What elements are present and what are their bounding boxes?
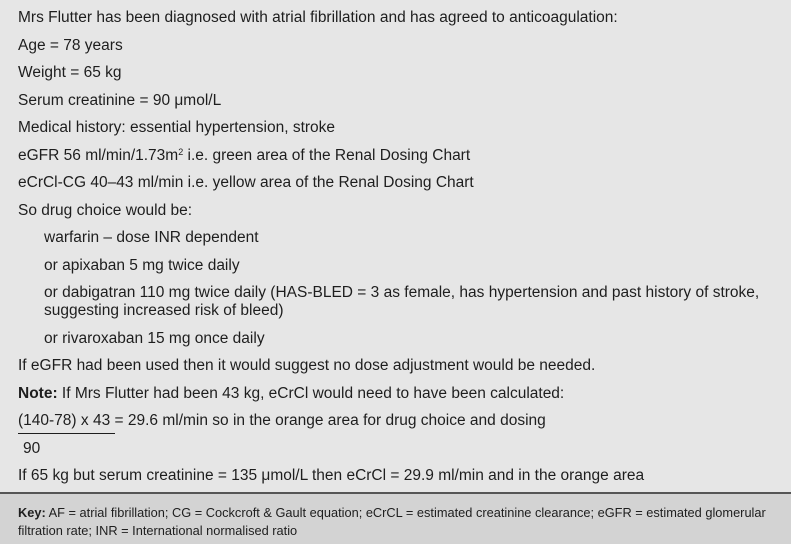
calc-line	[18, 412, 546, 430]
choice-line: So drug choice would be:	[18, 202, 193, 219]
age-line: Age = 78 years	[18, 37, 123, 54]
weight-line: Weight = 65 kg	[18, 64, 122, 81]
creatinine-line: Serum creatinine = 90 μmol/L	[18, 92, 222, 109]
key-text	[18, 504, 778, 540]
warfarin-line: warfarin – dose INR dependent	[44, 229, 259, 246]
key-box	[0, 494, 791, 544]
egfr-area: i.e. green area of the Renal Dosing Chart	[183, 147, 471, 164]
note-line	[18, 385, 564, 403]
note-label: Note:	[18, 385, 58, 402]
fraction-bar	[18, 433, 115, 434]
ecrcl-line: eCrCl-CG 40–43 ml/min i.e. yellow area of the Renal Dosing Chart	[18, 174, 474, 191]
calc-numerator: (140-78) x 43	[18, 412, 111, 429]
rivaroxaban-line: or rivaroxaban 15 mg once daily	[44, 330, 265, 347]
key-definitions: AF = atrial fibrillation; CG = Cockcroft & Gault equation; eCrCL = estimated creatinine clearance; eGFR = estimated glomerular filtration rate; INR = International normalised ratio	[18, 505, 766, 538]
egfr-line	[18, 147, 470, 165]
history-line: Medical history: essential hypertension, stroke	[18, 119, 336, 136]
egfr-used-line: If eGFR had been used then it would suggest no dose adjustment would be needed.	[18, 357, 596, 374]
egfr-superscript: 2	[178, 147, 184, 157]
calc-result: = 29.6 ml/min so in the orange area for drug choice and dosing	[110, 412, 546, 429]
apixaban-line: or apixaban 5 mg twice daily	[44, 257, 240, 274]
calc-denominator: 90	[23, 440, 41, 457]
final-line: If 65 kg but serum creatinine = 135 μmol/L then eCrCl = 29.9 ml/min and in the orange area	[18, 467, 645, 484]
note-text: If Mrs Flutter had been 43 kg, eCrCl would need to have been calculated:	[57, 385, 565, 402]
key-label: Key:	[18, 505, 46, 520]
egfr-value: eGFR 56 ml/min/1.73m	[18, 147, 179, 164]
intro-line: Mrs Flutter has been diagnosed with atrial fibrillation and has agreed to anticoagulation:	[18, 9, 618, 26]
dabigatran-line: or dabigatran 110 mg twice daily (HAS-BLED = 3 as female, has hypertension and past history of stroke, suggesting increased risk of bleed)	[44, 284, 760, 319]
